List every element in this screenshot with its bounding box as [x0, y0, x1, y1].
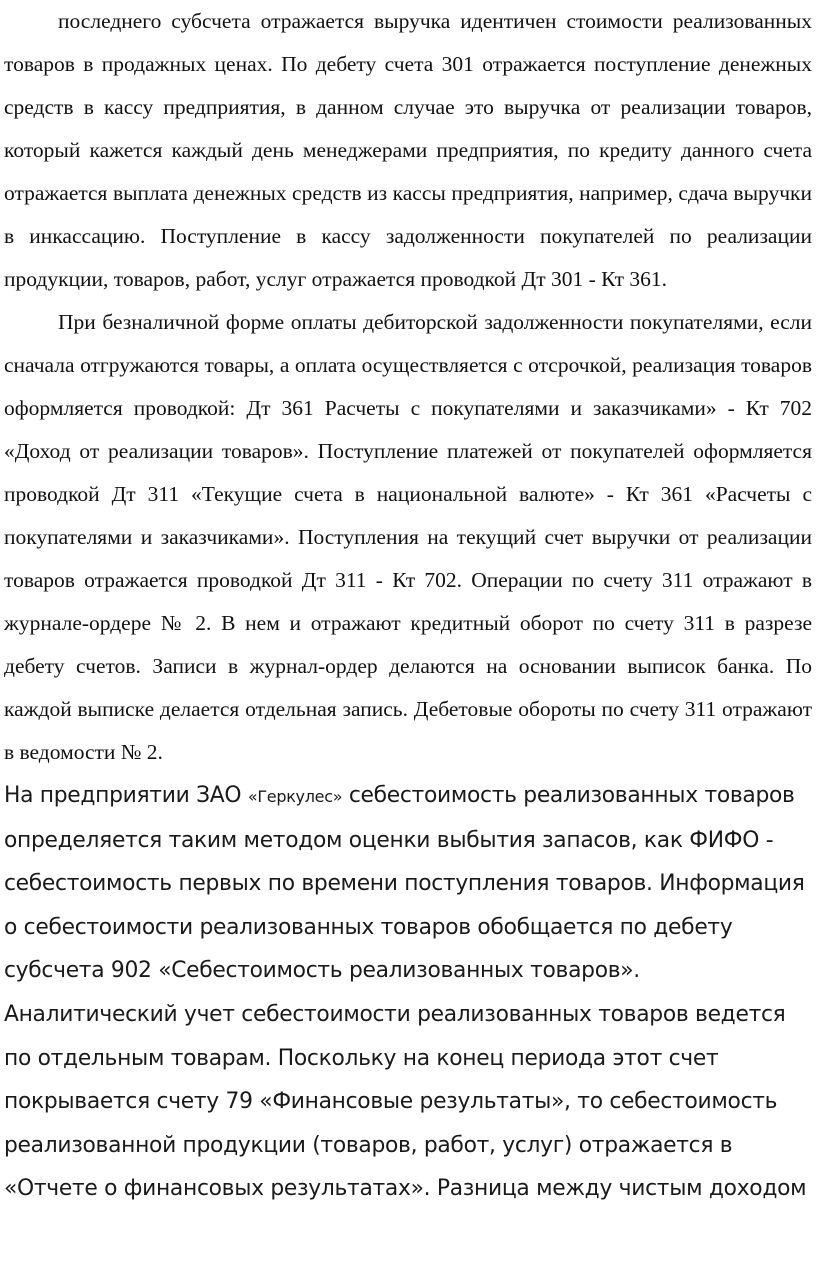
paragraph-cash-account: последнего субсчета отражается выручка идентичен стоимости реализованных товаров в продажных ценах. По дебету счета 301 отражается поступление денежных средств в кассу предприятия, в данном случае это выручка от реализации товаров, который кажется каждый день менеджерами предприятия, по кредиту данного счета отражается выплата денежных средств из кассы предприятия, например, сдача выручки в инкассацию. Поступление в кассу задолженности покупателей по реализации продукции, товаров, работ, услуг отражается проводкой Дт 301 - Кт 361.: [4, 9, 812, 291]
paragraph-lead: На предприятии ЗАО: [4, 783, 248, 808]
paragraph-cost-of-goods: [4, 774, 812, 1211]
paragraph-cashless-payment: При безналичной форме оплаты дебиторской задолженности покупателями, если сначала отгружаются товары, а оплата осуществляется с отсрочкой, реализация товаров оформляется проводкой: Дт 361 Расчеты с покупателями и заказчиками» - Кт 702 «Доход от реализации товаров». Поступление платежей от покупателей оформляется проводкой Дт 311 «Текущие счета в национальной валюте» - Кт 361 «Расчеты с покупателями и заказчиками». Поступления на текущий счет выручки от реализации товаров отражается проводкой Дт 311 - Кт 702. Операции по счету 311 отражают в журнале-ордере № 2. В нем и отражают кредитный оборот по счету 311 в разрезе дебету счетов. Записи в журнал-ордер делаются на основании выписок банка. По каждой выписке делается отдельная запись. Дебетовые обороты по счету 311 отражают в ведомости № 2.: [4, 310, 812, 764]
sans-text-block: [4, 774, 812, 1211]
paragraph-rest: себестоимость реализованных товаров определяется таким методом оценки выбытия запасов, как ФИФО - себестоимость первых по времени поступления товаров. Информация о себестоимости реализованных товаров обобщается по дебету субсчета 902 «Себестоимость реализованных товаров». Аналитический учет себестоимости реализованных товаров ведется по отдельным товарам. Поскольку на конец периода этот счет покрывается счету 79 «Финансовые результаты», то себестоимость реализованной продукции (товаров, работ, услуг) отражается в «Отчете о финансовых результатах». Разница между чистым доходом: [4, 783, 807, 1202]
company-name: «Геркулес»: [247, 787, 343, 806]
serif-text-block: [4, 0, 812, 774]
